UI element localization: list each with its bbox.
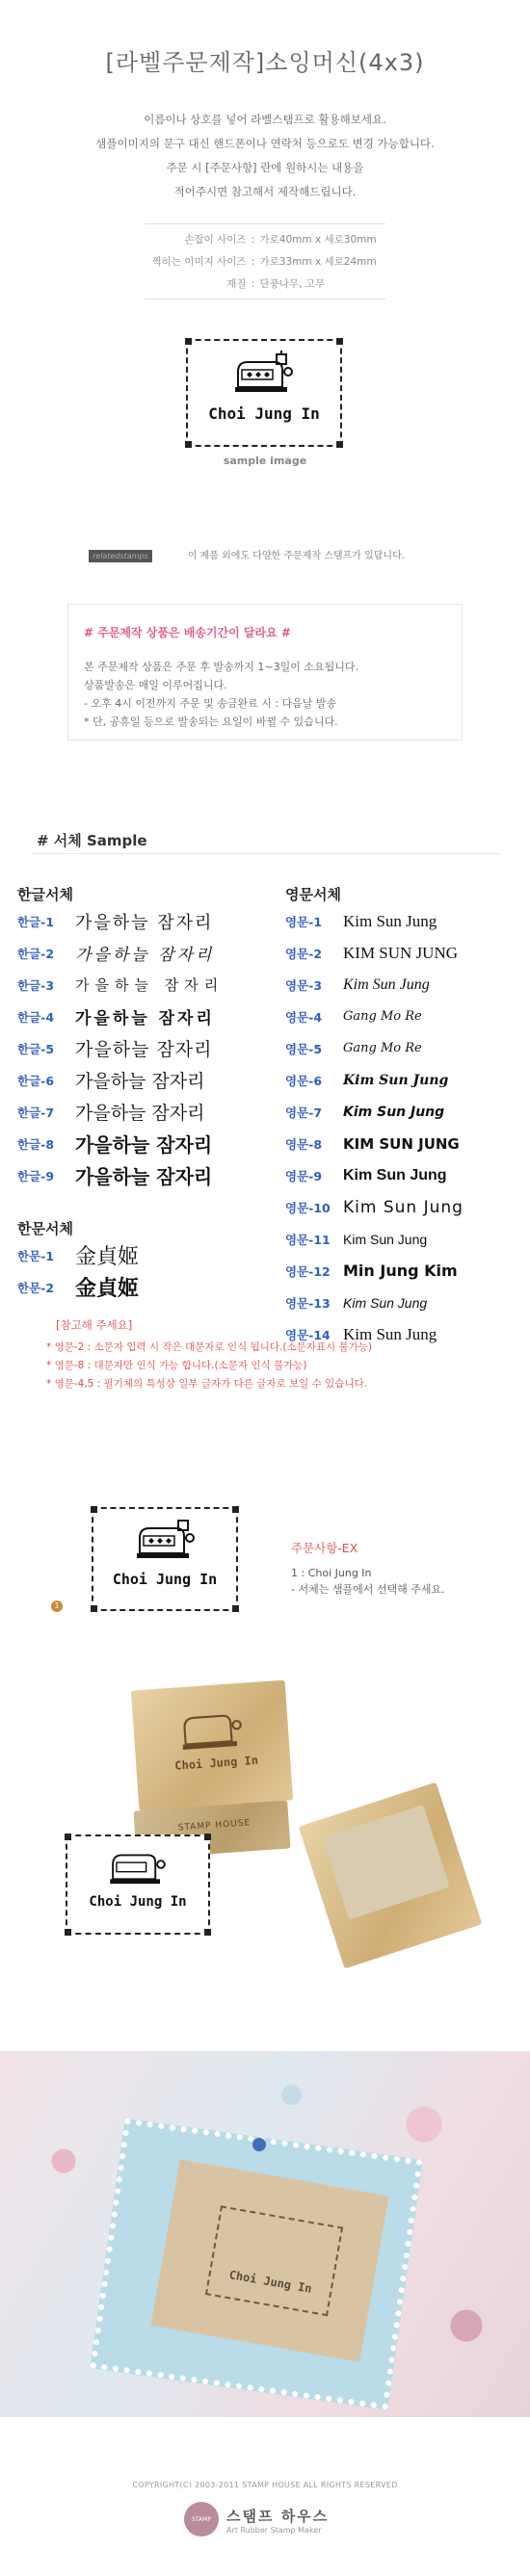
spec-separator: : (251, 256, 255, 268)
order-example-stamp (92, 1507, 238, 1611)
order-example-line: - 서체는 샘플에서 선택해 주세요. (291, 1583, 445, 1596)
font-sample: 가을하늘 잠자리 (75, 1071, 205, 1092)
font-option[interactable] (17, 1032, 224, 1064)
related-stamps-text: 이 제품 외에도 다양한 주문제작 스탬프가 있답니다. (187, 551, 405, 561)
spec-row (0, 229, 530, 251)
font-sample: Min Jung Kim (343, 1262, 458, 1280)
font-sample: 金貞姬 (75, 1276, 140, 1301)
font-option[interactable] (17, 1239, 139, 1271)
font-option[interactable] (285, 1191, 464, 1223)
stamp-brand-text: STAMP HOUSE (177, 1818, 252, 1834)
font-label: 한글-1 (17, 914, 55, 929)
font-label: 영문-7 (285, 1105, 323, 1120)
notice-heading: # 주문제작 상품은 배송기간이 달라요 # (84, 626, 291, 639)
order-example-line: 1 : Choi Jung In (291, 1567, 372, 1579)
stamp-text: Choi Jung In (112, 1571, 218, 1588)
font-label: 영문-5 (285, 1041, 323, 1056)
stamp-corner (91, 1605, 97, 1612)
order-example-bullet: 1 (51, 1600, 63, 1612)
brand-name-ko: 스탬프 하우스 (226, 2508, 330, 2525)
spec-value: 가로33mm x 세로24mm (259, 256, 377, 268)
font-label: 영문-14 (285, 1327, 331, 1342)
font-sample: Kim Sun Jung (343, 976, 430, 993)
stamp-corner (185, 441, 192, 448)
spec-row (0, 251, 530, 273)
note-line: * 영문-8 : 대문자만 인식 가능 합니다.(소문자 인식 불가능) (46, 1360, 307, 1371)
notice-line: * 단, 공휴일 등으로 발송되는 요일이 바뀔 수 있습니다. (84, 716, 338, 728)
font-sample: 가을하늘 잠자리 (75, 946, 215, 965)
sample-stamp-image (186, 339, 342, 447)
fabric-stamp-text: Choi Jung In (227, 2268, 313, 2296)
stamp-block-rubber (299, 1782, 483, 1969)
font-option[interactable] (285, 1128, 464, 1159)
font-label: 한글-2 (17, 946, 55, 961)
font-label: 영문-11 (285, 1232, 331, 1247)
fabric-stamp-print (205, 2205, 343, 2316)
font-sample: Kim Sun Jung (343, 1166, 447, 1184)
spec-value: 단풍나무, 고무 (259, 278, 326, 290)
font-option[interactable] (17, 969, 224, 1001)
notice-line: 본 주문제작 상품은 주문 후 발송까지 1~3일이 소요됩니다. (84, 661, 358, 673)
stamp-corner (185, 338, 192, 345)
related-stamps-row[interactable] (89, 544, 405, 562)
stamp-corner (336, 441, 343, 448)
font-sample: KIM SUN JUNG (343, 1134, 460, 1153)
font-label: 한글-8 (17, 1136, 55, 1152)
font-sample: Kim Sun Jung (343, 1294, 428, 1311)
font-option[interactable] (285, 1001, 464, 1032)
font-label: 영문-6 (285, 1073, 323, 1088)
spec-list (0, 229, 530, 296)
font-option[interactable] (285, 1064, 464, 1096)
font-label: 한글-6 (17, 1073, 55, 1088)
stamp-handle-text: Choi Jung In (173, 1753, 259, 1773)
font-label: 한글-4 (17, 1009, 55, 1025)
intro-text (0, 108, 530, 204)
font-notes (46, 1317, 373, 1393)
sewing-machine-icon (134, 1515, 198, 1561)
font-label: 영문-10 (285, 1200, 331, 1215)
font-sample: 가을하늘 잠자리 (75, 1103, 205, 1124)
shipping-notice (67, 604, 463, 741)
fabric-patch-linen (150, 2159, 388, 2362)
font-label: 한글-9 (17, 1168, 55, 1184)
stamp-corner (232, 1506, 239, 1513)
font-sample: 가을하늘 잠자리 (75, 1009, 215, 1028)
order-example-title: 주문사항-EX (291, 1541, 358, 1555)
font-option[interactable] (285, 1159, 464, 1191)
font-option[interactable] (17, 937, 224, 969)
intro-line: 이름이나 상호를 넣어 라벨스탬프로 활용해보세요. (144, 113, 386, 126)
divider (31, 853, 501, 854)
sewing-machine-icon (232, 349, 296, 395)
stamp-text: Choi Jung In (208, 404, 320, 423)
pin-head (252, 2138, 266, 2151)
font-sample: 가을하늘 잠자리 (75, 976, 225, 994)
font-option[interactable] (285, 969, 464, 1001)
font-label: 영문-1 (285, 914, 323, 929)
font-label: 영문-3 (285, 977, 323, 993)
hanja-fonts-title: 한문서체 (17, 1220, 73, 1237)
font-label: 영문-13 (285, 1295, 331, 1311)
font-sample-title: # 서체 Sample (37, 832, 147, 849)
stamp-impression (66, 1834, 210, 1935)
font-option[interactable] (285, 905, 464, 937)
font-sample: Gang Mo Re (343, 1009, 422, 1024)
copyright: COPYRIGHT(C) 2003-2011 STAMP HOUSE ALL RIGHTS RESERVED (132, 2481, 398, 2489)
korean-font-list (17, 905, 224, 1191)
spec-label: 찍히는 이미지 사이즈 (151, 256, 247, 268)
font-sample: Kim Sun Jung (343, 1231, 428, 1247)
sample-image-caption: sample image (223, 455, 307, 467)
brand-name-en: Art Rubber Stamp Maker (226, 2526, 322, 2535)
font-option[interactable] (17, 1271, 139, 1303)
notes-body (46, 1339, 372, 1393)
hanja-font-list (17, 1239, 139, 1303)
stamp-corner (65, 1834, 71, 1840)
notice-line: - 오후 4시 이전까지 주문 및 송금완료 시 : 다음날 발송 (84, 697, 337, 710)
divider (145, 223, 385, 224)
stamp-corner (232, 1605, 239, 1612)
font-sample: 가을하늘 잠자리 (75, 912, 214, 933)
font-sample: KIM SUN JUNG (343, 943, 459, 962)
font-option[interactable] (17, 1001, 224, 1032)
font-label: 영문-8 (285, 1136, 323, 1152)
font-sample: Kim Sun Jung (343, 1072, 449, 1088)
font-option[interactable] (17, 905, 224, 937)
notes-heading: [참고해 주세요] (56, 1318, 133, 1332)
stamp-handle-top (131, 1680, 293, 1811)
spec-separator: : (251, 278, 255, 290)
font-option[interactable] (17, 1159, 224, 1191)
font-sample: Kim Sun Jung (343, 1104, 445, 1120)
font-option[interactable] (17, 1128, 224, 1159)
stamp-corner (204, 1834, 211, 1840)
font-sample: Kim Sun Jung (343, 1324, 437, 1343)
notice-line: 상품발송은 매일 이루어집니다. (84, 679, 227, 691)
sewing-machine-icon (106, 1842, 170, 1886)
english-font-list (285, 905, 464, 1350)
korean-fonts-title: 한글서체 (17, 886, 73, 903)
font-label: 영문-12 (285, 1263, 331, 1279)
font-label: 한문-2 (17, 1280, 55, 1295)
font-option[interactable] (285, 1223, 464, 1255)
spec-label: 재질 (226, 278, 247, 290)
font-label: 한글-7 (17, 1105, 55, 1120)
font-sample: 가을하늘 잠자리 (75, 1165, 213, 1188)
font-option[interactable] (285, 1032, 464, 1064)
font-sample: 가을하늘 잠자리 (75, 1039, 213, 1060)
rubber-face (322, 1805, 449, 1920)
intro-line: 적어주시면 참고해서 제작해드립니다. (173, 185, 357, 198)
intro-line: 주문 시 [주문사항] 란에 원하시는 내용을 (166, 161, 364, 174)
font-option[interactable] (285, 1096, 464, 1128)
font-label: 한글-3 (17, 977, 55, 993)
intro-line: 샘플이미지의 문구 대신 핸드폰이나 연락처 등으로도 변경 가능합니다. (95, 137, 435, 150)
spec-value: 가로40mm x 세로30mm (259, 234, 377, 246)
product-photo (0, 1656, 530, 2032)
logo-text: STAMP HOUSE (191, 2516, 212, 2559)
font-option[interactable] (285, 1255, 464, 1287)
font-label: 영문-2 (285, 946, 323, 961)
note-line: * 영문-2 : 소문자 입력 시 작은 대문자로 인식 됩니다.(소문자표시 불가능) (46, 1341, 373, 1353)
spec-separator: : (251, 234, 255, 246)
stamp-corner (91, 1506, 97, 1513)
brand-logo-icon (184, 2502, 219, 2559)
related-stamps-tag[interactable]: relatedstamps (89, 550, 152, 562)
sewing-machine-icon (176, 1701, 247, 1754)
font-sample: Gang Mo Re (343, 1041, 422, 1055)
font-label: 영문-9 (285, 1168, 323, 1184)
english-fonts-title: 영문서체 (285, 886, 341, 903)
stamp-corner (65, 1929, 71, 1936)
font-label: 한글-5 (17, 1041, 55, 1056)
font-label: 한문-1 (17, 1248, 55, 1263)
font-option[interactable] (285, 937, 464, 969)
stamp-corner (336, 338, 343, 345)
fabric-photo (0, 2051, 530, 2417)
font-sample: Kim Sun Jung (343, 911, 437, 930)
font-sample: Kim Sun Jung (343, 1197, 464, 1217)
spec-label: 손잡이 사이즈 (184, 234, 247, 246)
notice-body (84, 658, 358, 731)
note-line: * 영문-4,5 : 필기체의 특성상 일부 글자가 다른 글자로 보일 수 있습니다. (46, 1378, 368, 1390)
page-title: [라벨주문제작]소잉머신(4x3) (105, 49, 425, 76)
font-option[interactable] (17, 1064, 224, 1096)
font-option[interactable] (285, 1287, 464, 1318)
font-option[interactable] (17, 1096, 224, 1128)
stamp-text: Choi Jung In (89, 1894, 187, 1910)
spec-row (0, 273, 530, 296)
order-example-body (291, 1565, 445, 1598)
font-sample: 金貞姬 (75, 1245, 140, 1269)
stamp-corner (204, 1929, 211, 1936)
font-label: 영문-4 (285, 1009, 323, 1025)
font-sample: 가을하늘 잠자리 (75, 1133, 213, 1157)
